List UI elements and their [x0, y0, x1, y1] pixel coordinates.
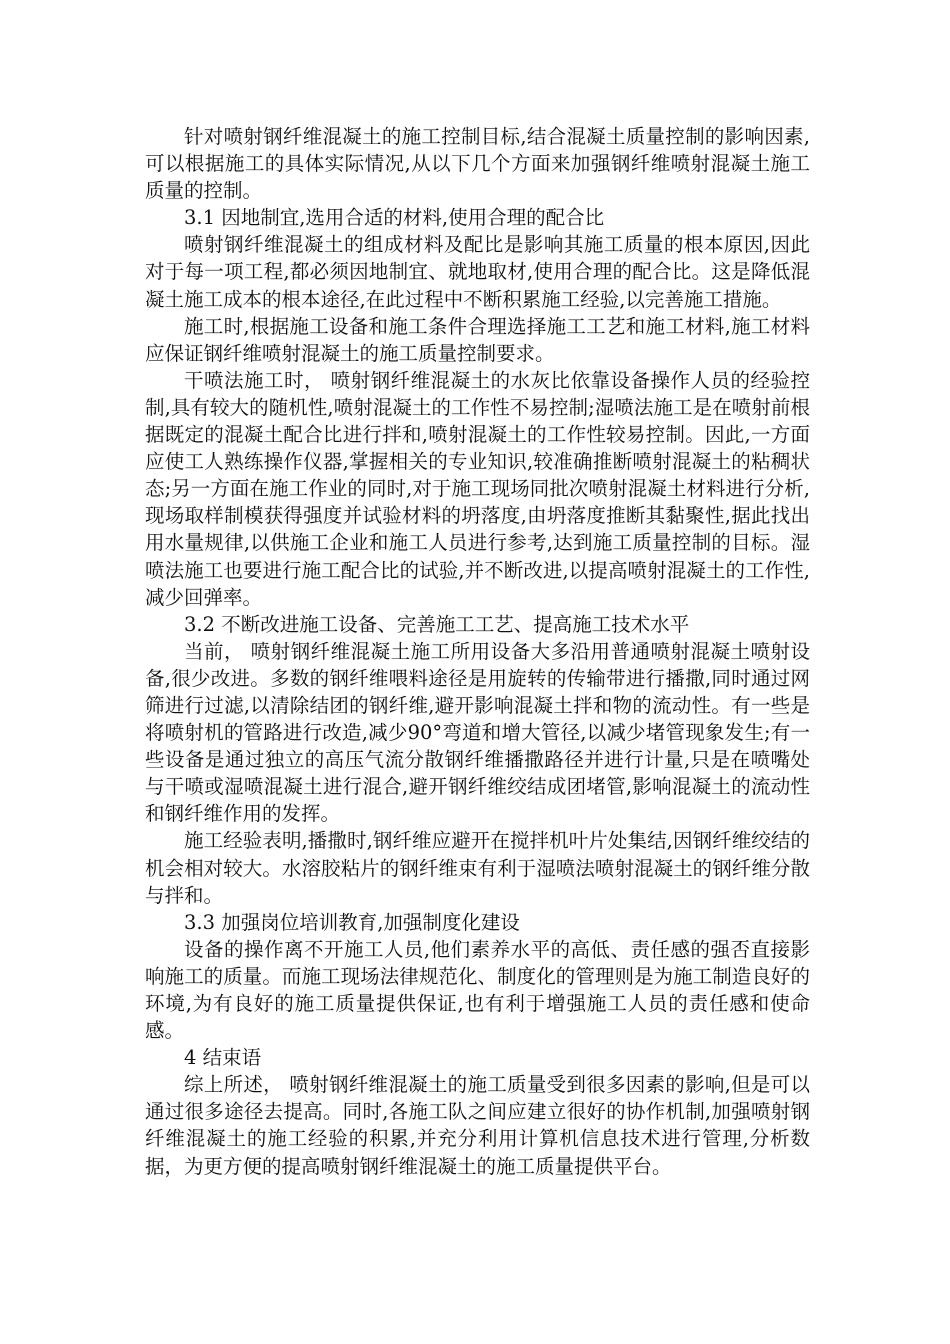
- paragraph-dry-wet-spray: 干喷法施工时， 喷射钢纤维混凝土的水灰比依靠设备操作人员的经验控制,具有较大的随机性,喷射混凝土的工作性不易控制;湿喷法施工是在喷射前根据既定的混凝土配合比进行拌和,喷射混凝土的工作性较易控制。因此,一方面应使工人熟练操作仪器,掌握相关的专业知识,较准确推断喷射混凝土的粘稠状态;另一方面在施工作业的同时,对于施工现场同批次喷射混凝土材料进行分析,现场取样制模获得强度并试验材料的坍落度,由坍落度推断其黏聚性,据此找出用水量规律,以供施工企业和施工人员进行参考,达到施工质量控制的目标。湿喷法施工也要进行施工配合比的试验,并不断改进,以提高喷射混凝土的工作性,减少回弹率。: [145, 368, 810, 609]
- paragraph-conclusion: 综上所述， 喷射钢纤维混凝土的施工质量受到很多因素的影响,但是可以通过很多途径去提高。同时,各施工队之间应建立很好的协作机制,加强喷射钢纤维混凝土的施工经验的积累,并充分利用计算机信息技术进行管理,分析数据，为更方便的提高喷射钢纤维混凝土的施工质量提供平台。: [145, 1073, 810, 1178]
- paragraph-materials: 喷射钢纤维混凝土的组成材料及配比是影响其施工质量的根本原因,因此对于每一项工程,都必须因地制宜、就地取材,使用合理的配合比。这是降低混凝土施工成本的根本途径,在此过程中不断积累施工经验,以完善施工措施。: [145, 233, 810, 311]
- paragraph-equipment: 当前， 喷射钢纤维混凝土施工所用设备大多沿用普通喷射混凝土喷射设备,很少改进。多数的钢纤维喂料途径是用旋转的传输带进行播撒,同时通过网筛进行过滤,以清除结团的钢纤维,避开影响混凝土拌和物的流动性。有一些是将喷射机的管路进行改造,减少90°弯道和增大管径,以减少堵管现象发生;有一些设备是通过独立的高压气流分散钢纤维播撒路径并进行计量,只是在喷嘴处与干喷或湿喷混凝土进行混合,避开钢纤维绞结成团堵管,影响混凝土的流动性和钢纤维作用的发挥。: [145, 639, 810, 826]
- paragraph-intro: 针对喷射钢纤维混凝土的施工控制目标,结合混凝土质量控制的影响因素,可以根据施工的具体实际情况,从以下几个方面来加强钢纤维喷射混凝土施工质量的控制。: [145, 125, 810, 203]
- paragraph-experience: 施工经验表明,播撒时,钢纤维应避开在搅拌机叶片处集结,因钢纤维绞结的机会相对较大。水溶胶粘片的钢纤维束有利于湿喷法喷射混凝土的钢纤维分散与拌和。: [145, 829, 810, 907]
- section-heading-4: 4 结束语: [184, 1046, 262, 1070]
- paragraph-construction-selection: 施工时,根据施工设备和施工条件合理选择施工工艺和施工材料,施工材料应保证钢纤维喷射混凝土的施工质量控制要求。: [145, 314, 810, 365]
- paragraph-training: 设备的操作离不开施工人员,他们素养水平的高低、责任感的强否直接影响施工的质量。而施工现场法律规范化、制度化的管理则是为施工制造良好的环境,为有良好的施工质量提供保证,也有利于增强施工人员的责任感和使命感。: [145, 937, 810, 1043]
- document-page: [145, 123, 810, 1180]
- section-heading-3-2: 3.2 不断改进施工设备、完善施工工艺、提高施工技术水平: [184, 612, 690, 636]
- section-heading-3-3: 3.3 加强岗位培训教育,加强制度化建设: [184, 910, 520, 934]
- section-heading-3-1: 3.1 因地制宜,选用合适的材料,使用合理的配合比: [184, 206, 605, 230]
